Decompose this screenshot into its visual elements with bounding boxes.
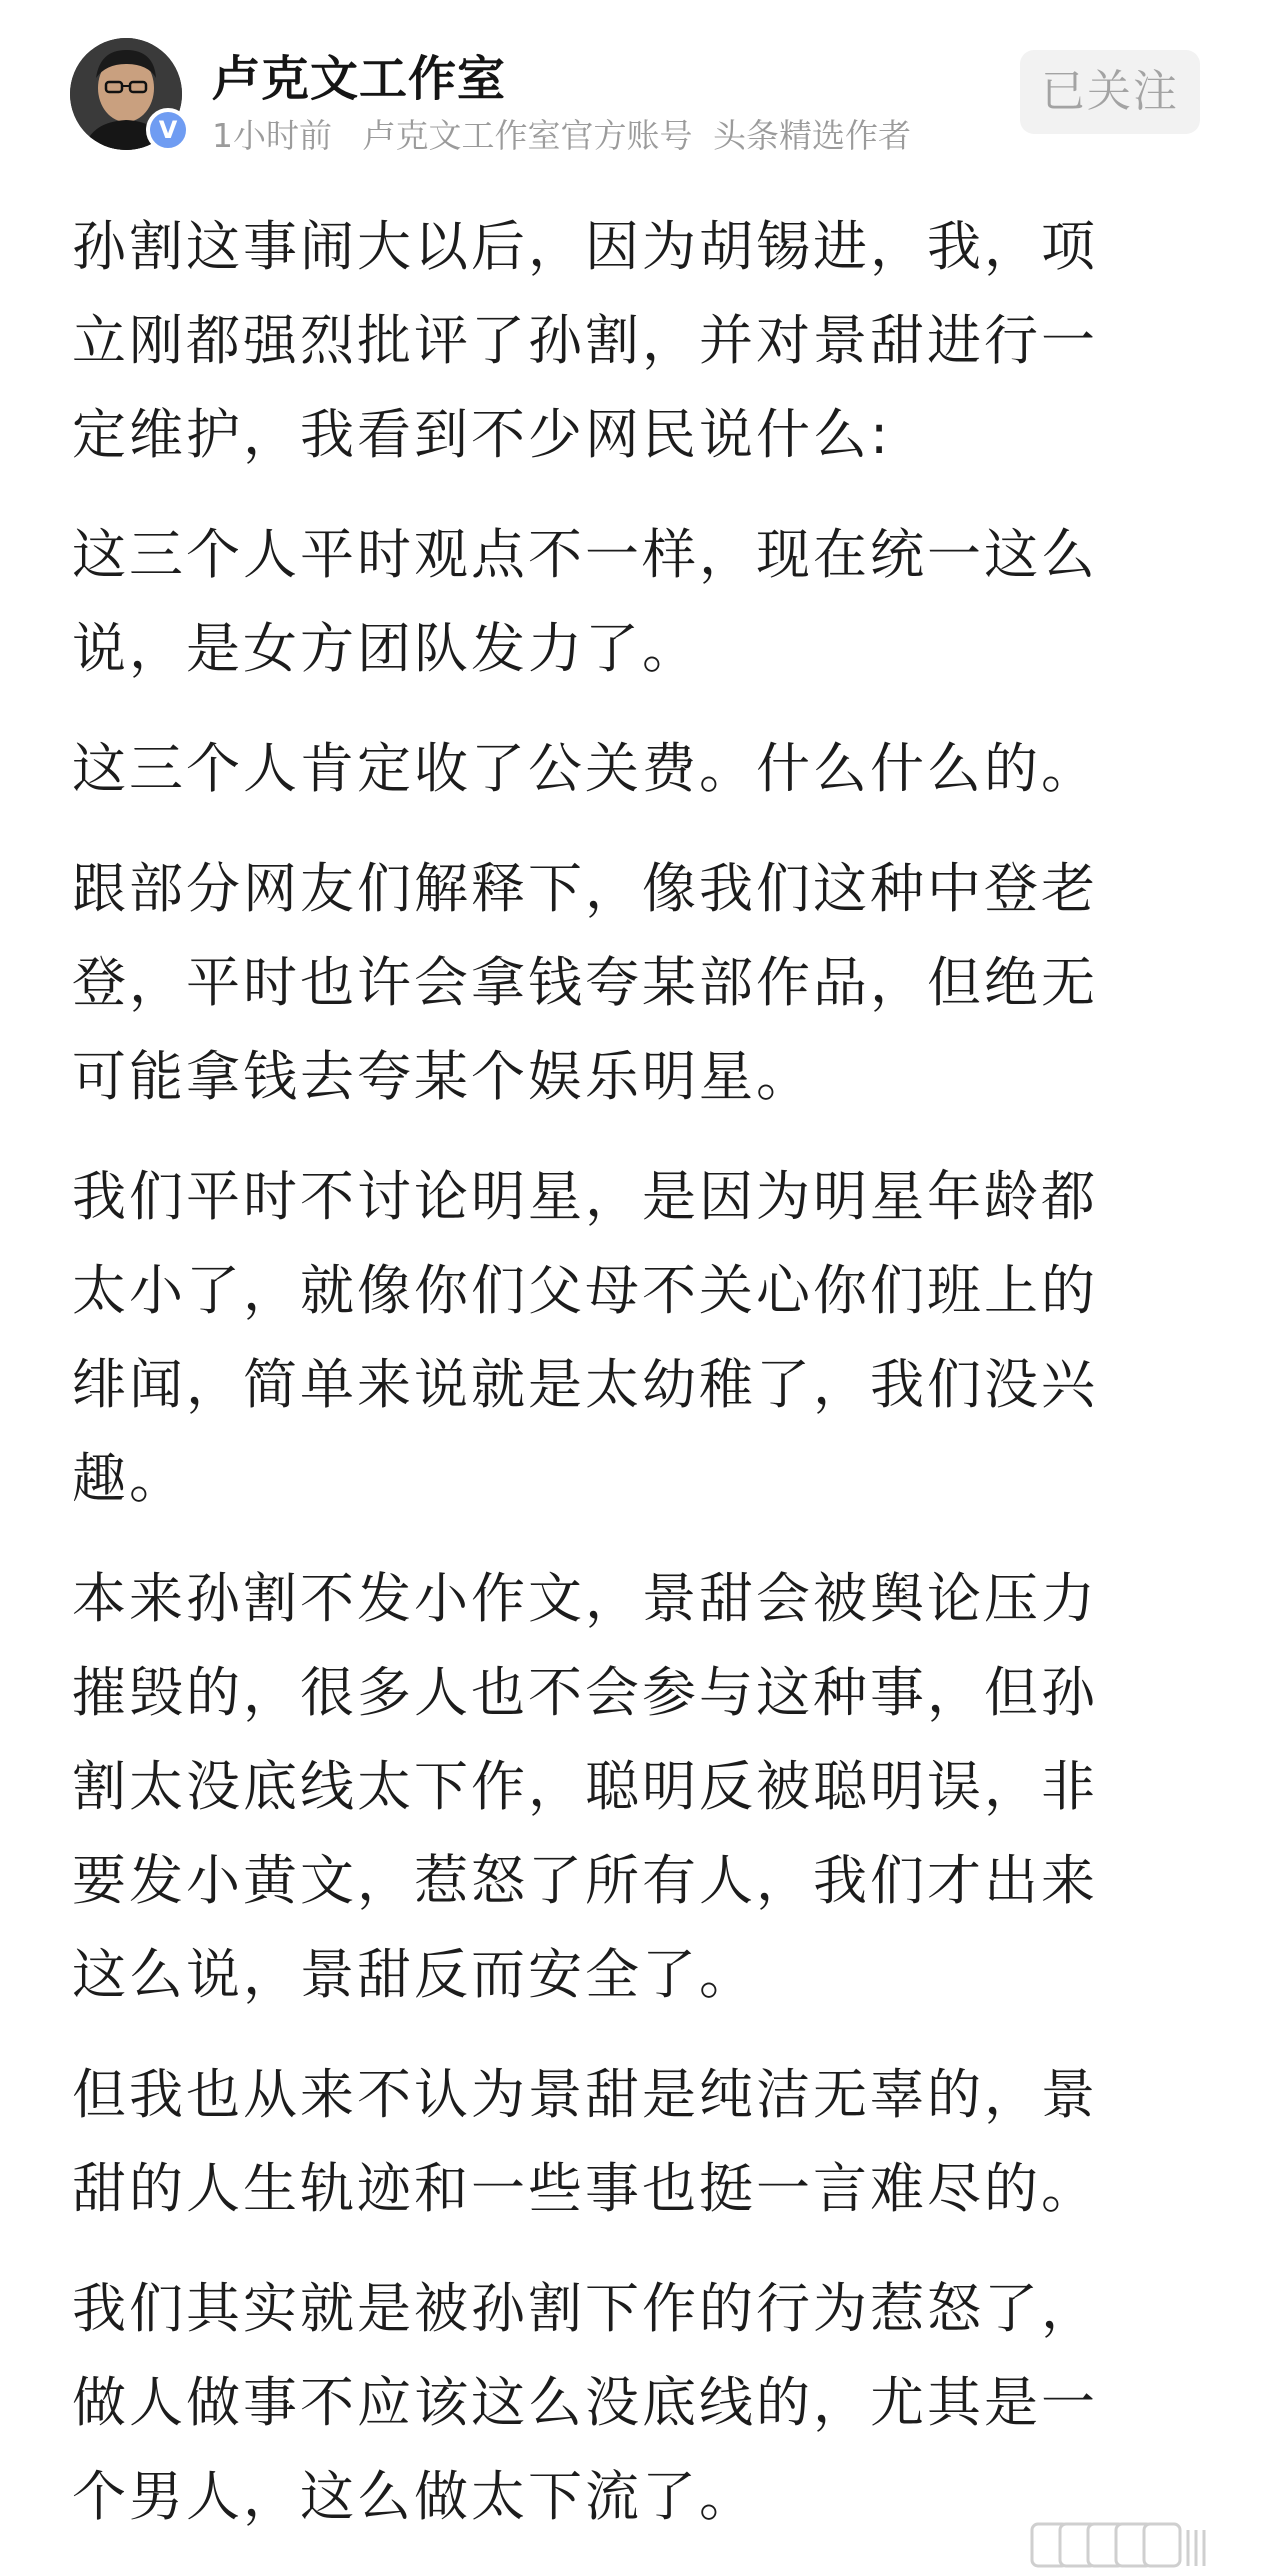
- article-paragraph: 跟部分网友们解释下，像我们这种中登老登，平时也许会拿钱夸某部作品，但绝无可能拿钱去夸某个娱乐明星。: [72, 857, 1098, 1108]
- article-paragraph: 我们其实就是被孙割下作的行为惹怒了，做人做事不应该这么没底线的，尤其是一个男人，这么做太下流了。: [72, 2277, 1098, 2528]
- verified-badge-icon: V: [146, 108, 190, 152]
- author-name[interactable]: 卢克文工作室: [212, 51, 507, 107]
- post-header: [0, 0, 1272, 170]
- article-paragraph: 本来孙割不发小作文，景甜会被舆论压力摧毁的，很多人也不会参与这种事，但孙割太没底线太下作，聪明反被聪明误，非要发小黄文，惹怒了所有人，我们才出来这么说，景甜反而安全了。: [72, 1567, 1098, 2006]
- author-badge: 头条精选作者: [713, 116, 911, 155]
- image-gallery-icon[interactable]: [1030, 2516, 1210, 2568]
- article-body: [72, 200, 1152, 2570]
- article-paragraph: 但我也从来不认为景甜是纯洁无辜的，景甜的人生轨迹和一些事也挺一言难尽的。: [72, 2063, 1098, 2220]
- article-paragraph: 我们平时不讨论明星，是因为明星年龄都太小了，就像你们父母不关心你们班上的绯闻，简单来说就是太幼稚了，我们没兴趣。: [72, 1165, 1098, 1510]
- article-paragraph: 孙割这事闹大以后，因为胡锡进，我，项立刚都强烈批评了孙割，并对景甜进行一定维护，我看到不少网民说什么:: [72, 215, 1098, 466]
- article-paragraph: 这三个人平时观点不一样，现在统一这么说，是女方团队发力了。: [72, 523, 1098, 680]
- article-paragraph: 这三个人肯定收了公关费。什么什么的。: [72, 737, 1098, 800]
- post-meta: [212, 110, 911, 157]
- post-time: 1小时前: [212, 116, 332, 155]
- author-account-type: 卢克文工作室官方账号: [362, 116, 693, 155]
- author-avatar[interactable]: [70, 38, 182, 150]
- follow-button[interactable]: 已关注: [1020, 50, 1200, 134]
